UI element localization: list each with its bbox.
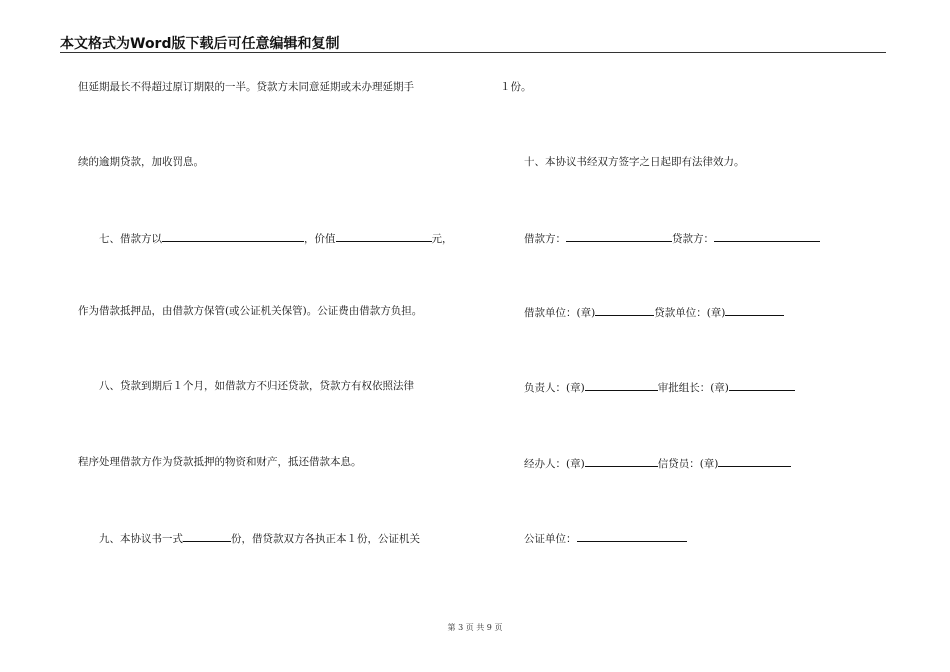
copies-blank [183, 530, 231, 542]
approval-leader-blank [729, 379, 795, 391]
page-number: 第 3 页 共 9 页 [447, 623, 503, 632]
left-line-2: 续的逾期贷款，加收罚息。 [78, 156, 204, 168]
header-divider [60, 52, 886, 53]
lender-unit-blank [725, 304, 784, 316]
left-line-4: 作为借款抵押品，由借款方保管(或公证机关保管)。公证费由借款方负担。 [78, 305, 423, 317]
approval-leader-label: 审批组长：(章) [657, 382, 729, 394]
clause-7-value-label: ，价值 [304, 233, 336, 245]
lender-unit-label: 贷款单位：(章) [654, 307, 726, 319]
left-line-3 [99, 230, 453, 246]
lender-blank [714, 230, 820, 242]
borrower-unit-blank [595, 304, 654, 316]
right-line-1: １份。 [500, 81, 532, 93]
notary-unit-label: 公证单位： [524, 533, 577, 545]
left-line-5: 八、贷款到期后１个月，如借款方不归还贷款，贷款方有权依照法律 [99, 380, 414, 392]
right-line-6 [524, 455, 791, 471]
left-line-7 [99, 530, 420, 546]
credit-officer-blank [718, 455, 791, 467]
clause-9-suffix: 份，借贷款双方各执正本１份，公证机关 [231, 533, 420, 545]
clause-7-prefix: 七、借款方以 [99, 233, 162, 245]
left-line-1: 但延期最长不得超过原订期限的一半。贷款方未同意延期或未办理延期手 [78, 81, 414, 93]
right-line-2: 十、本协议书经双方签字之日起即有法律效力。 [524, 156, 745, 168]
responsible-person-label: 负责人：(章) [524, 382, 585, 394]
borrower-blank [566, 230, 672, 242]
borrower-unit-label: 借款单位：(章) [524, 307, 596, 319]
left-line-6: 程序处理借款方作为贷款抵押的物资和财产，抵还借款本息。 [78, 456, 362, 468]
notary-unit-blank [577, 530, 687, 542]
handler-label: 经办人：(章) [524, 458, 585, 470]
credit-officer-label: 信贷员：(章) [657, 458, 719, 470]
right-line-7 [524, 530, 687, 546]
collateral-blank [162, 230, 304, 242]
responsible-person-blank [585, 379, 658, 391]
right-line-4 [524, 304, 784, 320]
clause-9-prefix: 九、本协议书一式 [99, 533, 183, 545]
right-line-3 [524, 230, 820, 246]
clause-7-unit: 元， [431, 233, 453, 245]
right-line-5 [524, 379, 795, 395]
lender-label: 贷款方： [672, 233, 714, 245]
document-header-title: 本文格式为Word版下载后可任意编辑和复制 [60, 36, 340, 52]
handler-blank [585, 455, 658, 467]
borrower-label: 借款方： [524, 233, 566, 245]
value-blank [336, 230, 432, 242]
